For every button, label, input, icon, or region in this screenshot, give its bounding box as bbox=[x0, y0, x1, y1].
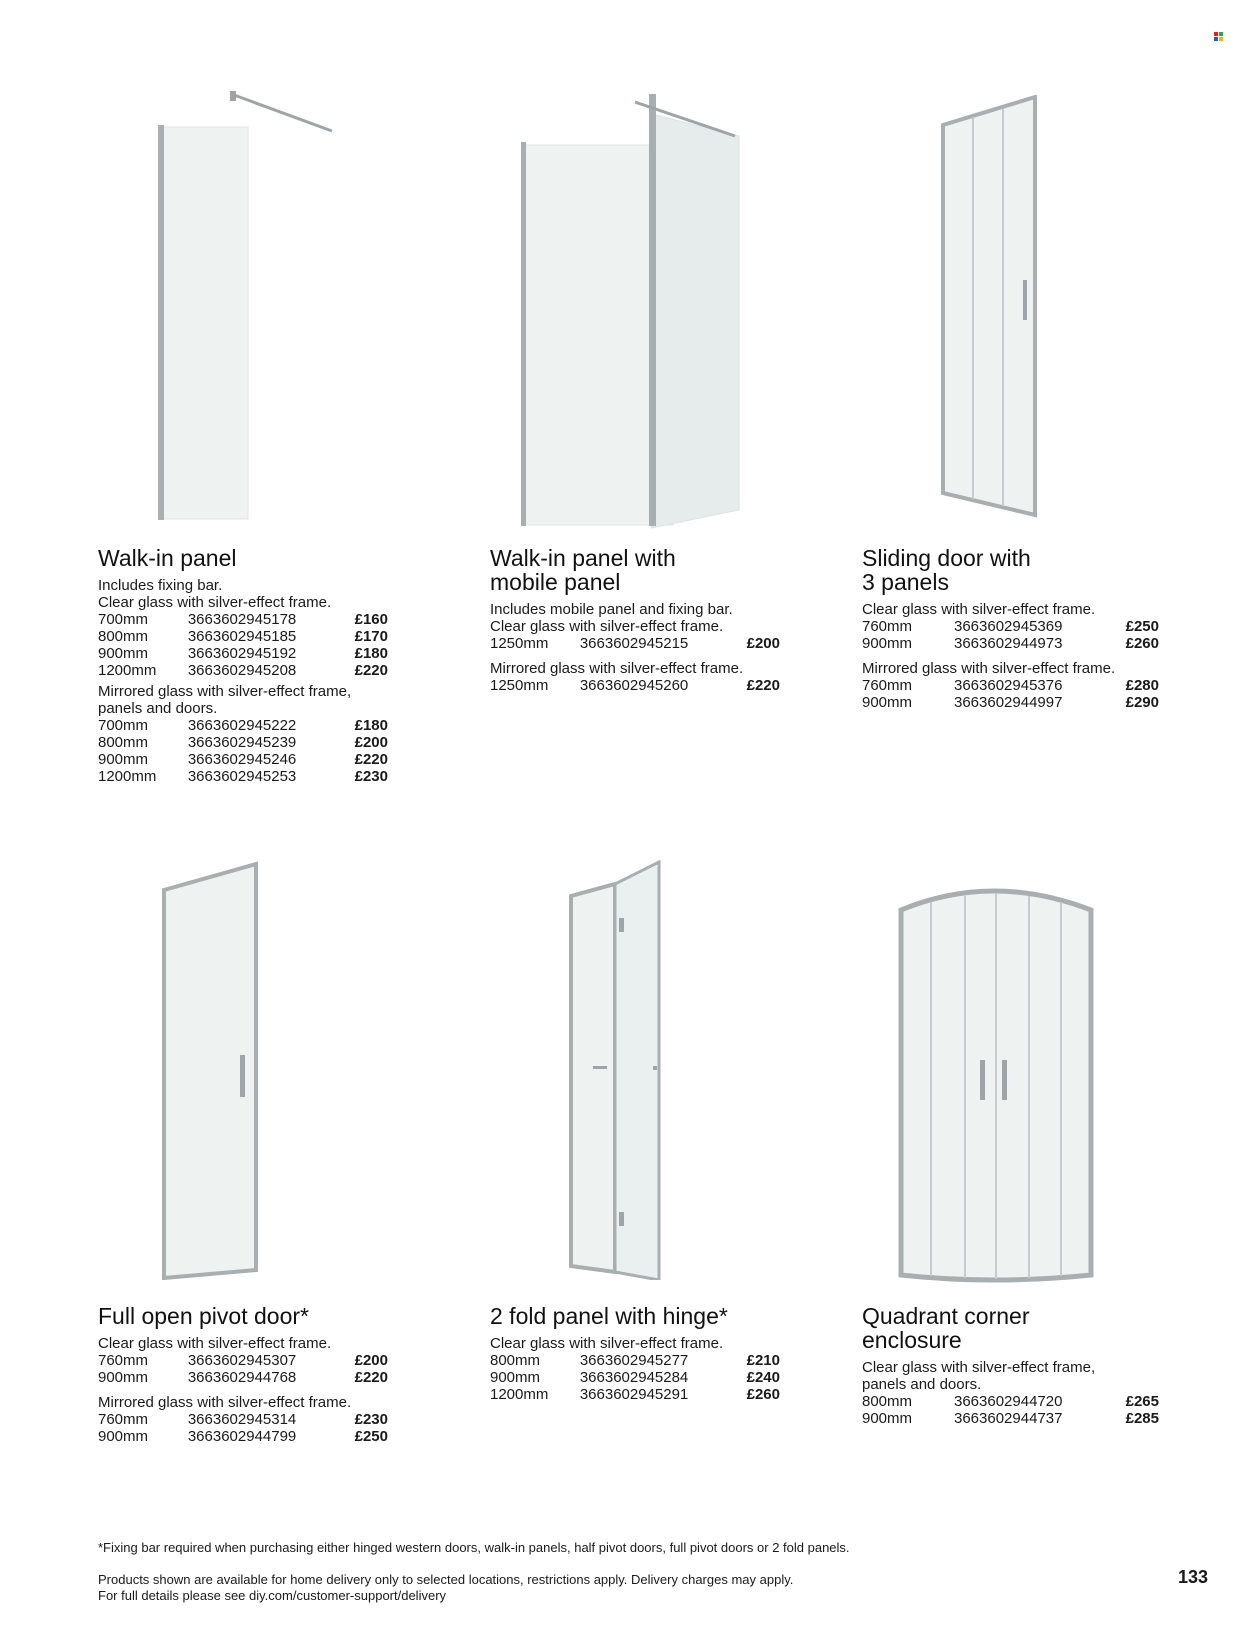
pivot-door-image bbox=[158, 860, 268, 1280]
price-row: 1200mm 3663602945208 £220 bbox=[98, 662, 388, 679]
product-info: Clear glass with silver-effect frame. 760mm 3663602945369 £250 900mm 3663602944973 £260 Mirrored glass with silver-effect frame. 760mm 3663602945376 £280 900mm 3663602944997 £290 bbox=[862, 601, 1162, 711]
fold-panel-image bbox=[565, 860, 665, 1280]
delivery-details-note: For full details please see diy.com/customer-support/delivery bbox=[98, 1588, 447, 1603]
price-row: 760mm 3663602945314 £230 bbox=[98, 1411, 388, 1428]
delivery-note: Products shown are available for home delivery only to selected locations, restrictions apply. Delivery charges may apply. bbox=[98, 1572, 794, 1587]
product-title: 2 fold panel with hinge* bbox=[490, 1303, 728, 1329]
price-row: 900mm 3663602944737 £285 bbox=[862, 1410, 1159, 1427]
quadrant-enclosure-image bbox=[893, 880, 1103, 1285]
price-row: 1250mm 3663602945260 £220 bbox=[490, 677, 780, 694]
price-row: 700mm 3663602945222 £180 bbox=[98, 717, 388, 734]
product-info: Clear glass with silver-effect frame. 760mm 3663602945307 £200 900mm 3663602944768 £220 Mirrored glass with silver-effect frame. 760mm 3663602945314 £230 900mm 3663602944799 £250 bbox=[98, 1335, 388, 1445]
price-row: 760mm 3663602945369 £250 bbox=[862, 618, 1159, 635]
price-row: 800mm 3663602945277 £210 bbox=[490, 1352, 780, 1369]
price-table bbox=[490, 1352, 780, 1403]
price-table bbox=[862, 1393, 1162, 1427]
walk-in-panel-image bbox=[150, 85, 340, 520]
sliding-door-image bbox=[935, 95, 1045, 525]
price-row: 1200mm 3663602945253 £230 bbox=[98, 768, 388, 785]
price-row: 760mm 3663602945376 £280 bbox=[862, 677, 1159, 694]
price-table bbox=[98, 611, 388, 679]
price-table bbox=[98, 717, 388, 785]
price-table bbox=[490, 677, 780, 694]
price-row: 800mm 3663602944720 £265 bbox=[862, 1393, 1159, 1410]
price-row: 760mm 3663602945307 £200 bbox=[98, 1352, 388, 1369]
price-row: 800mm 3663602945185 £170 bbox=[98, 628, 388, 645]
price-row: 900mm 3663602945192 £180 bbox=[98, 645, 388, 662]
fixing-bar-note: *Fixing bar required when purchasing either hinged western doors, walk-in panels, half pivot doors, full pivot doors or 2 fold panels. bbox=[98, 1540, 850, 1555]
product-info: Includes mobile panel and fixing bar. Clear glass with silver-effect frame. 1250mm 3663602945215 £200 Mirrored glass with silver-effect frame. 1250mm 3663602945260 £220 bbox=[490, 601, 780, 694]
product-title: Quadrant corner enclosure bbox=[862, 1303, 1030, 1353]
price-row: 900mm 3663602945284 £240 bbox=[490, 1369, 780, 1386]
product-info: Clear glass with silver-effect frame, panels and doors. 800mm 3663602944720 £265 900mm 3663602944737 £285 bbox=[862, 1359, 1162, 1427]
product-info: Clear glass with silver-effect frame. 800mm 3663602945277 £210 900mm 3663602945284 £240 1200mm 3663602945291 £260 bbox=[490, 1335, 780, 1403]
price-table bbox=[98, 1411, 388, 1445]
product-title: Sliding door with 3 panels bbox=[862, 545, 1031, 595]
price-row: 900mm 3663602945246 £220 bbox=[98, 751, 388, 768]
product-title: Walk-in panel bbox=[98, 545, 237, 571]
price-row: 900mm 3663602944799 £250 bbox=[98, 1428, 388, 1445]
product-title: Walk-in panel with mobile panel bbox=[490, 545, 676, 595]
walk-in-panel-mobile-image bbox=[515, 90, 745, 530]
price-row: 700mm 3663602945178 £160 bbox=[98, 611, 388, 628]
price-table bbox=[862, 618, 1162, 652]
price-row: 1200mm 3663602945291 £260 bbox=[490, 1386, 780, 1403]
page-number: 133 bbox=[1178, 1567, 1209, 1587]
price-row: 900mm 3663602944768 £220 bbox=[98, 1369, 388, 1386]
product-title: Full open pivot door* bbox=[98, 1303, 309, 1329]
product-info: Includes fixing bar. Clear glass with silver-effect frame. 700mm 3663602945178 £160 800mm 3663602945185 £170 900mm 3663602945192 £180 1200mm 3663602945208 £220 Mirrored glass with silver-effect frame, panels and doors. 700mm 3663602945222 £180 800mm 3663602945239 £200 900mm 3663602945246 £220 1200mm 3663602945253 £230 bbox=[98, 577, 388, 785]
price-row: 900mm 3663602944973 £260 bbox=[862, 635, 1159, 652]
price-row: 1250mm 3663602945215 £200 bbox=[490, 635, 780, 652]
price-table bbox=[98, 1352, 388, 1386]
brand-mark-icon bbox=[1214, 32, 1224, 42]
price-row: 800mm 3663602945239 £200 bbox=[98, 734, 388, 751]
price-table bbox=[862, 677, 1162, 711]
price-row: 900mm 3663602944997 £290 bbox=[862, 694, 1159, 711]
price-table bbox=[490, 635, 780, 652]
